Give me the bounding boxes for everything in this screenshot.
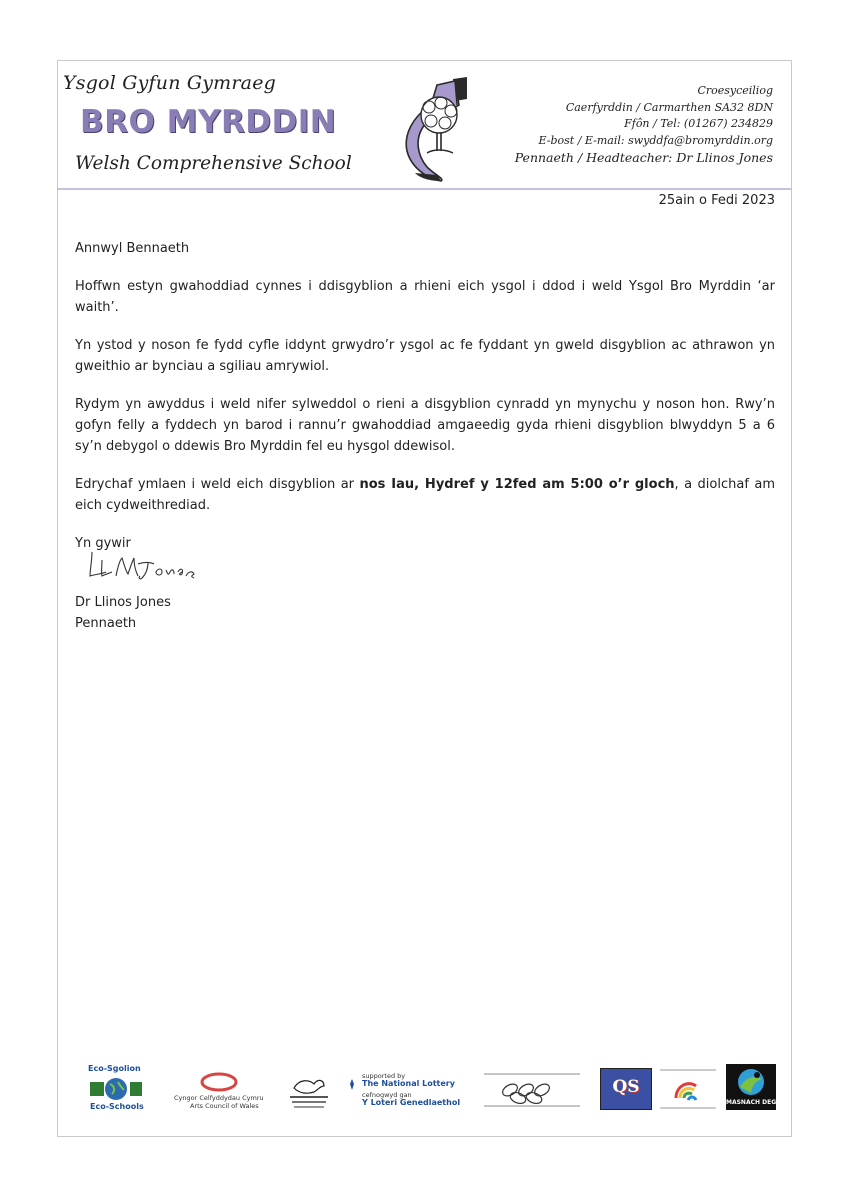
fairtrade-mark-icon [736,1067,766,1097]
school-address-block [515,83,773,167]
event-text-before: Edrychaf ymlaen i weld eich disgyblion ar [75,477,360,492]
letter-date: 25ain o Fedi 2023 [658,193,775,208]
event-date-time: nos Iau, Hydref y 12fed am 5:00 o’r gloch [359,477,675,492]
school-name: BRO MYRDDIN [80,104,337,140]
school-welsh-title: Ysgol Gyfun Gymraeg [63,72,277,94]
welsh-government-logo [284,1074,334,1112]
signer-title: Pennaeth [75,616,137,631]
paragraph: Rydym yn awyddus i weld nifer sylweddol o rieni a disgyblion cynradd yn mynychu y noson hon. Rwy’n gofyn felly a fyddech yn barod i rannu’r gwahoddiad amgaeedig gyda rhieni disgyblion blwyddyn 5 a 6 sy’n debygol o ddewis Bro Myrddin fel eu hysgol ddewisol. [75,397,775,454]
fairtrade-logo [726,1064,776,1110]
quality-standard-badge [600,1068,652,1110]
letter-body [75,238,775,554]
national-lottery-logo [346,1072,466,1114]
tree-icon [421,97,457,153]
arts-council-logo [174,1072,270,1112]
header-divider [57,188,792,190]
eco-schools-english-text: Eco-Schools [90,1102,144,1111]
paragraph: Hoffwn estyn gwahoddiad cynnes i ddisgyblion a rhieni eich ysgol i ddod i weld Ysgol Bro Myrddin ‘ar waith’. [75,279,775,315]
crossed-fingers-icon [346,1078,358,1092]
lottery-welsh-name: Y Loteri Genedlaethol [362,1098,461,1107]
signer-name: Dr Llinos Jones [75,595,171,610]
fairtrade-label: MASNACH DEG [726,1099,777,1106]
address-line: Croesyceiliog [697,84,773,97]
globe-icon [86,1076,146,1102]
signature-block [75,592,171,634]
school-crest-logo [397,75,481,183]
handwritten-signature [86,546,206,588]
salutation: Annwyl Bennaeth [75,241,190,256]
rainbow-swirl-icon [658,1066,718,1112]
email-line: E-bost / E-mail: swyddfa@bromyrddin.org [538,133,773,147]
arts-council-english-text: Arts Council of Wales [190,1102,259,1110]
address-line: Caerfyrddin / Carmarthen SA32 8DN [565,100,773,114]
leaves-network-logo [480,1070,584,1110]
paragraph: Yn ystod y noson fe fydd cyfle iddynt grwydro’r ysgol ac fe fyddant yn gweld disgyblion ac athrawon yn gweithio ar bynciau a sgiliau amrywiol. [75,338,775,374]
dragon-icon [284,1074,334,1112]
eco-schools-logo [80,1064,154,1114]
arts-council-welsh-text: Cyngor Celfyddydau Cymru [174,1094,264,1102]
healthy-schools-logo [658,1066,718,1112]
event-text-after: , a diolchaf am eich cydweithrediad. [75,477,775,513]
phone-line: Ffôn / Tel: (01267) 234829 [624,117,773,130]
eco-schools-welsh-text: Eco-Sgolion [88,1064,141,1073]
arts-council-ring-icon [198,1072,240,1092]
lottery-supported-text: supported by [362,1072,406,1080]
school-english-title: Welsh Comprehensive School [75,153,352,174]
paragraph-event [75,474,775,516]
headteacher-line: Pennaeth / Headteacher: Dr Llinos Jones [514,150,773,165]
footer-logos [80,1064,780,1114]
lottery-supported-welsh-text: cefnogwyd gan [362,1091,412,1099]
qs-badge-label: QS [612,1077,640,1097]
closing: Yn gywir [75,536,131,551]
leaves-icon [480,1070,584,1110]
lottery-name: The National Lottery [362,1079,455,1088]
